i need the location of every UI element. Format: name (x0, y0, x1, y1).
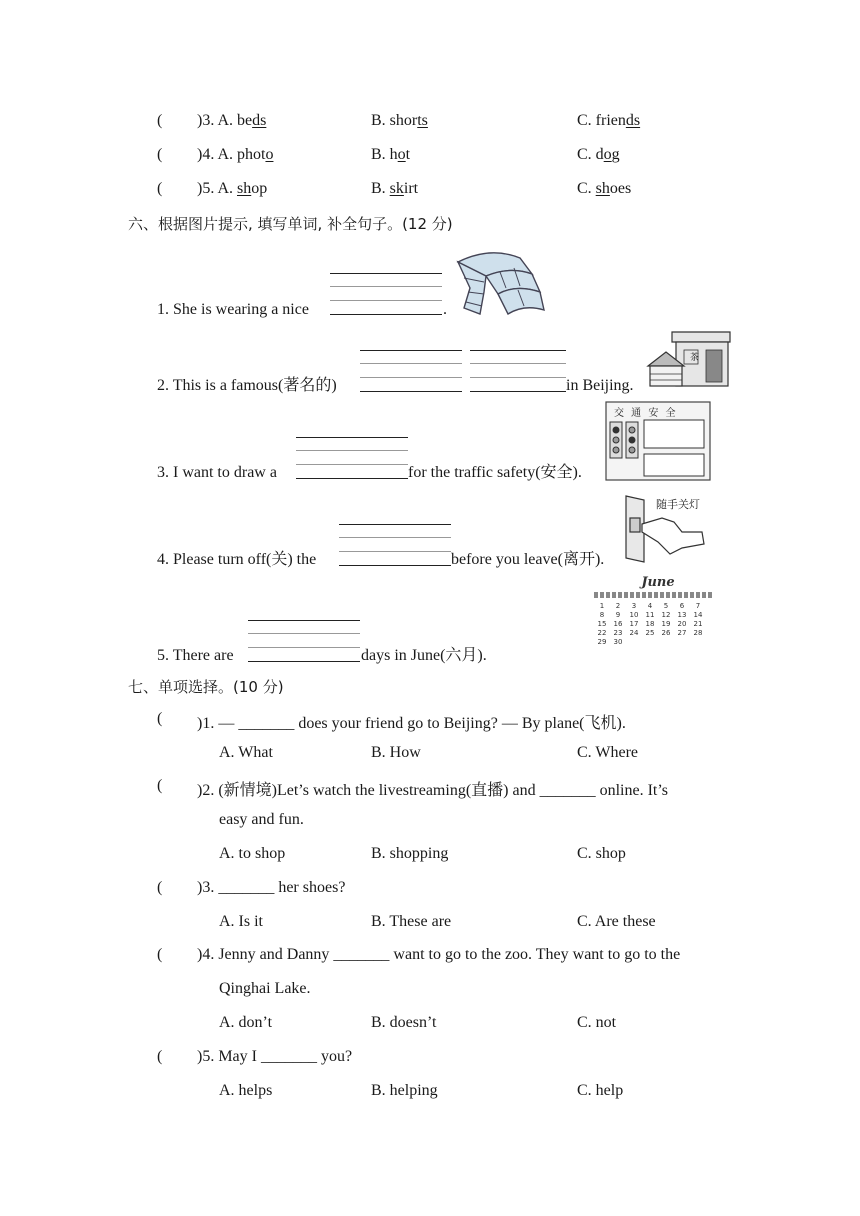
calendar-day: 10 (629, 611, 639, 619)
calendar-day: 17 (629, 620, 639, 628)
choice-b: B. helping (371, 1082, 438, 1099)
scarf-picture (450, 248, 550, 320)
answer-bracket[interactable]: ( (157, 879, 163, 896)
section-7-heading: 七、单项选择。(10 分) (128, 678, 284, 696)
answer-bracket[interactable]: ( (157, 1048, 163, 1065)
calendar-day: 15 (597, 620, 607, 628)
choice-question-1: )1. — _______ does your friend go to Beijing? — By plane(飞机). (197, 715, 626, 732)
choice-a: A. Is it (219, 913, 263, 930)
choice-question-5: )5. May I _______ you? (197, 1048, 353, 1065)
calendar-day: 19 (661, 620, 671, 628)
calendar-day: 12 (661, 611, 671, 619)
answer-bracket-open[interactable]: ( (157, 180, 163, 197)
choice-c: C. help (577, 1082, 624, 1099)
fill-question-1: 1. She is wearing a nice (157, 301, 309, 318)
choice-b: B. How (371, 744, 421, 761)
sentence-end: days in June(六月). (361, 647, 487, 664)
calendar-day: 25 (645, 629, 655, 637)
choice-b: B. doesn’t (371, 1014, 437, 1031)
answer-bracket[interactable]: ( (157, 946, 163, 963)
sentence-end: . (443, 301, 447, 318)
choice-b: B. These are (371, 913, 452, 930)
calendar-day: 27 (677, 629, 687, 637)
choice-c: C. not (577, 1014, 617, 1031)
calendar-day: 26 (661, 629, 671, 637)
fill-question-5: 5. There are (157, 647, 234, 664)
choice-question-3: )3. _______ her shoes? (197, 879, 346, 896)
choice-a: A. don’t (219, 1014, 273, 1031)
calendar-day: 16 (613, 620, 623, 628)
sentence-end: in Beijing. (566, 377, 634, 394)
calendar-day: 6 (679, 602, 685, 610)
option-a: )5. A. shop (197, 180, 268, 197)
option-b: B. shorts (371, 112, 428, 129)
turn-off-lights-sign: 随手关灯 (656, 498, 700, 511)
calendar-day: 8 (599, 611, 605, 619)
light-switch-picture (622, 492, 708, 566)
option-a: )3. A. beds (197, 112, 267, 129)
calendar-day: 22 (597, 629, 607, 637)
option-c: C. dog (577, 146, 620, 163)
sentence-end: before you leave(离开). (451, 551, 605, 568)
option-b: B. hot (371, 146, 411, 163)
calendar-day: 28 (693, 629, 703, 637)
calendar-month-title: June (641, 575, 675, 590)
calendar-day: 3 (631, 602, 637, 610)
calendar-day: 2 (615, 602, 621, 610)
calendar-day: 30 (613, 638, 623, 646)
calendar-day: 11 (645, 611, 655, 619)
answer-bracket-open[interactable]: ( (157, 112, 163, 129)
choice-question-2: )2. (新情境)Let’s watch the livestreaming(直播) and _______ online. It’s (197, 782, 669, 799)
calendar-day: 14 (693, 611, 703, 619)
choice-a: A. What (219, 744, 273, 761)
calendar-day: 21 (693, 620, 703, 628)
calendar-day: 29 (597, 638, 607, 646)
option-c: C. shoes (577, 180, 632, 197)
poster-title: 交 通 安 全 (614, 408, 678, 419)
teahouse-picture (644, 326, 734, 392)
traffic-safety-poster-picture (604, 400, 712, 482)
fill-question-2: 2. This is a famous(著名的) (157, 377, 337, 394)
choice-question-4: )4. Jenny and Danny _______ want to go to the zoo. They want to go to the (197, 946, 681, 963)
calendar-day: 20 (677, 620, 687, 628)
choice-a: A. helps (219, 1082, 273, 1099)
question-continuation: easy and fun. (219, 811, 304, 828)
calendar-day: 23 (613, 629, 623, 637)
choice-a: A. to shop (219, 845, 286, 862)
sentence-end: for the traffic safety(安全). (408, 464, 582, 481)
answer-bracket[interactable]: ( (157, 777, 163, 794)
choice-c: C. Where (577, 744, 639, 761)
fill-question-4: 4. Please turn off(关) the (157, 551, 317, 568)
calendar-day: 18 (645, 620, 655, 628)
option-a: )4. A. photo (197, 146, 274, 163)
tea-sign: 茶 (690, 353, 700, 363)
option-c: C. friends (577, 112, 641, 129)
choice-c: C. shop (577, 845, 626, 862)
fill-question-3: 3. I want to draw a (157, 464, 277, 481)
section-6-heading: 六、根据图片提示, 填写单词, 补全句子。(12 分) (128, 215, 453, 233)
option-b: B. skirt (371, 180, 419, 197)
calendar-day: 24 (629, 629, 639, 637)
calendar-day: 13 (677, 611, 687, 619)
calendar-day: 4 (647, 602, 653, 610)
choice-b: B. shopping (371, 845, 449, 862)
calendar-grid (594, 602, 712, 646)
calendar-day: 9 (615, 611, 621, 619)
calendar-day: 7 (695, 602, 701, 610)
question-continuation: Qinghai Lake. (219, 980, 311, 997)
june-calendar-picture (594, 575, 712, 663)
answer-bracket[interactable]: ( (157, 710, 163, 727)
calendar-day: 1 (599, 602, 605, 610)
answer-bracket-open[interactable]: ( (157, 146, 163, 163)
choice-c: C. Are these (577, 913, 656, 930)
calendar-day: 5 (663, 602, 669, 610)
